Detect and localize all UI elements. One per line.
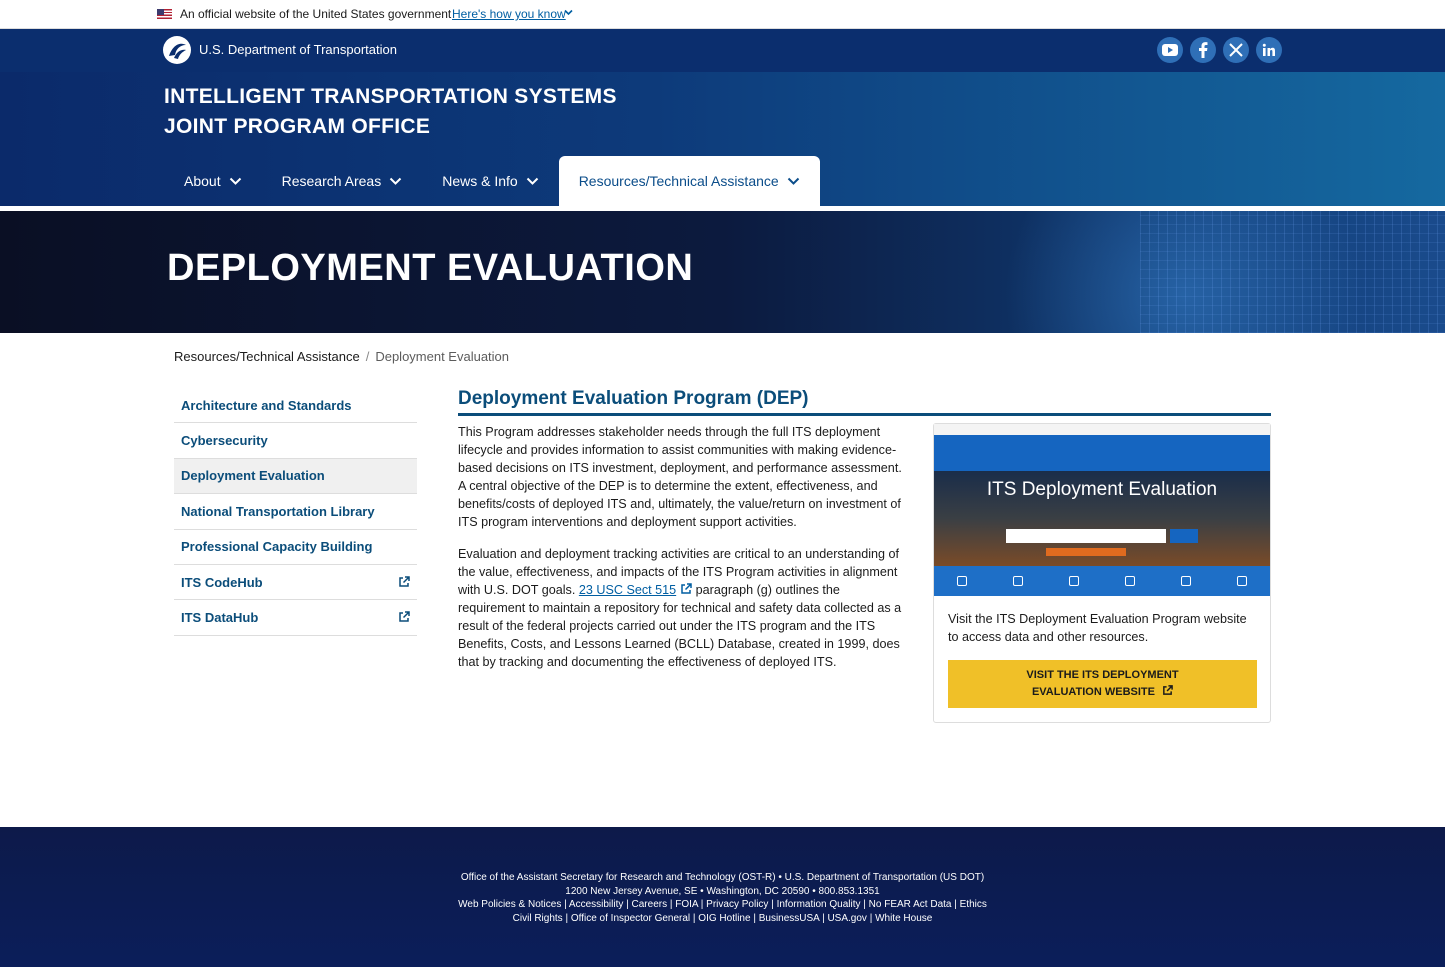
agency-name[interactable]: U.S. Department of Transportation <box>199 42 397 57</box>
hero-banner <box>0 211 1445 333</box>
card-description: Visit the ITS Deployment Evaluation Program website to access data and other resources. <box>948 612 1247 644</box>
screenshot-title: ITS Deployment Evaluation <box>986 479 1218 500</box>
main-content <box>458 388 1271 698</box>
heres-how-you-know-link[interactable]: Here's how you know <box>452 7 566 21</box>
visit-its-deployment-evaluation-button[interactable]: VISIT THE ITS DEPLOYMENT EVALUATION WEBSITE <box>948 660 1257 708</box>
x-icon[interactable] <box>1223 37 1249 63</box>
nav-research-areas[interactable]: Research Areas <box>262 156 423 206</box>
footer-links-civil-rights[interactable]: Civil Rights | Office of Inspector General | OIG Hotline | BusinessUSA | USA.gov | White House <box>512 912 933 924</box>
footer-links-policies[interactable]: Web Policies & Notices | Accessibility | Careers | FOIA | Privacy Policy | Information Quality | No FEAR Act Data | Ethics <box>458 899 987 911</box>
chevron-down-icon <box>787 177 800 185</box>
sidebar-item-professional-capacity-building[interactable]: Professional Capacity Building <box>174 530 417 565</box>
breadcrumb-link-resources[interactable]: Resources/Technical Assistance <box>174 349 360 364</box>
external-link-icon <box>398 611 410 623</box>
breadcrumb-separator: / <box>365 349 370 364</box>
footer-line-address: 1200 New Jersey Avenue, SE • Washington, DC 20590 • 800.853.1351 <box>565 885 880 897</box>
paragraph-2: Evaluation and deployment tracking activities are critical to an understanding of the value, effectiveness, and impacts of the ITS Program activities in alignment with U.S. DOT goals. 23 USC Sect 515 paragraph (g) outlines the requirement to maintain a repository for technical and safety data collected as a result of the federal projects carried out under the ITS program and the ITS Benefits, Costs, and Lessons Learned (BCLL) Database, created in 1999, does that by tracking and documenting the effectiveness of deployed ITS. <box>458 547 902 669</box>
sidebar-item-its-codehub[interactable]: ITS CodeHub <box>174 565 417 600</box>
external-link-icon <box>680 583 692 595</box>
gov-banner-text: An official website of the United States government <box>180 7 452 21</box>
paragraph-1: This Program addresses stakeholder needs through the full ITS deployment lifecycle and provides information to assist communities with making evidence-based decisions on ITS investment, deployment, and performance assessment. A central objective of the DEP is to determine the extent, effectiveness, and benefits/costs of deployed ITS and, ultimately, the value/return on investment of ITS program interventions and deployment support activities. <box>458 425 902 529</box>
side-nav <box>174 388 417 636</box>
footer <box>0 827 1445 967</box>
external-link-icon <box>1162 685 1173 696</box>
youtube-icon[interactable] <box>1157 37 1183 63</box>
breadcrumb <box>174 349 509 364</box>
us-flag-icon <box>157 9 172 19</box>
nav-news-info[interactable]: News & Info <box>422 156 558 206</box>
chevron-down-icon <box>229 177 242 185</box>
facebook-icon[interactable] <box>1190 37 1216 63</box>
agency-bar <box>0 29 1445 72</box>
article-body <box>458 423 910 685</box>
sidebar-item-its-datahub[interactable]: ITS DataHub <box>174 600 417 635</box>
gov-banner <box>0 0 1445 29</box>
footer-line-office: Office of the Assistant Secretary for Research and Technology (OST-R) • U.S. Department of Transportation (US DOT) <box>460 872 985 883</box>
sidebar-item-national-transportation-library[interactable]: National Transportation Library <box>174 494 417 529</box>
section-heading: Deployment Evaluation Program (DEP) <box>458 388 1271 416</box>
nav-resources-technical-assistance[interactable]: Resources/Technical Assistance <box>559 156 820 206</box>
chevron-down-icon <box>526 177 539 185</box>
dep-website-screenshot[interactable] <box>934 424 1270 596</box>
site-title[interactable]: INTELLIGENT TRANSPORTATION SYSTEMS JOINT PROGRAM OFFICE <box>164 85 617 138</box>
main-nav <box>164 156 820 206</box>
sidebar-item-cybersecurity[interactable]: Cybersecurity <box>174 423 417 458</box>
nav-about[interactable]: About <box>164 156 262 206</box>
sidebar-item-deployment-evaluation[interactable]: Deployment Evaluation <box>174 459 417 494</box>
dot-logo-icon[interactable] <box>163 36 191 64</box>
linkedin-icon[interactable] <box>1256 37 1282 63</box>
usc-515-link[interactable]: 23 USC Sect 515 <box>578 583 677 597</box>
sidebar-item-architecture-and-standards[interactable]: Architecture and Standards <box>174 388 417 423</box>
chevron-down-icon <box>389 177 402 185</box>
chevron-down-icon <box>564 9 573 16</box>
screenshot-icon-row <box>934 566 1270 596</box>
dep-website-card <box>933 423 1271 723</box>
site-header <box>0 72 1445 206</box>
breadcrumb-current: Deployment Evaluation <box>375 349 510 364</box>
external-link-icon <box>398 576 410 588</box>
page-title: DEPLOYMENT EVALUATION <box>167 247 694 289</box>
hero-background-mesh <box>1140 211 1445 333</box>
